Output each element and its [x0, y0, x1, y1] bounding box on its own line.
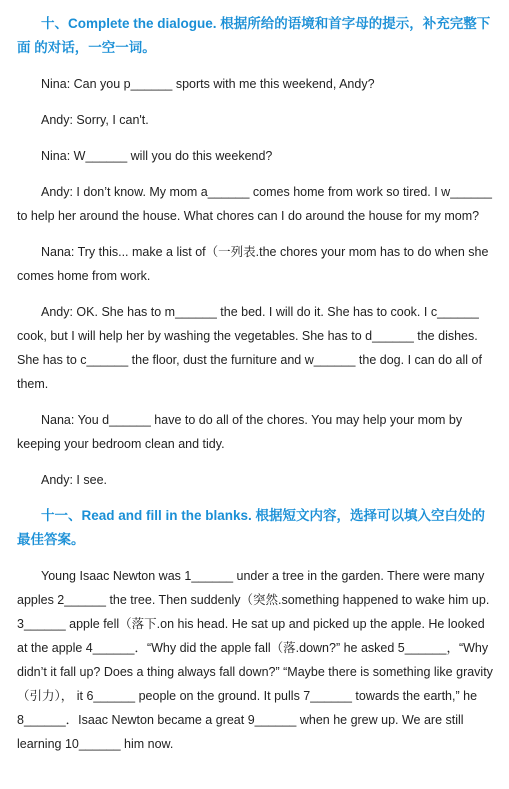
dialogue-line-5: Nana: Try this... make a list of（一列表.the chores your mom has to do when she comes home from work. — [17, 245, 489, 283]
dialogue-line-4: Andy: I don’t know. My mom a______ comes home from work so tired. I w______ to help her around the house. What chores can I do around the house for my mom? — [17, 185, 492, 223]
dialogue-line-2: Andy: Sorry, I can't. — [41, 113, 149, 127]
dialogue-line-6: Andy: OK. She has to m______ the bed. I will do it. She has to cook. I c______ cook, but I will help her by washing the vegetables. She has to d______ the dishes. She has to c______ the floor, dust the furniture and w______ the dog. I can do all of them. — [17, 305, 482, 391]
dialogue-line-3: Nina: W______ will you do this weekend? — [41, 149, 273, 163]
reading-passage: Young Isaac Newton was 1______ under a tree in the garden. There were many apples 2______ the tree. Then suddenly（突然.something happened to wake him up. 3______ apple fell（落下.on his head. He sat up and picked up the apple. He looked at the apple 4______．“Why did the apple fall（落.down?” he asked 5______，“Why didn’t it fall up? Does a thing always fall down?” “Maybe there is something like gravity（引力）， it 6______ people on the ground. It pulls 7______ towards the earth,” he 8______．Isaac Newton became a great 9______ when he grew up. We are still learning 10______ him now. — [17, 569, 493, 751]
section-10-heading: 十、Complete the dialogue. 根据所给的语境和首字母的提示，补充完整下面 的对话，一空一词。 — [17, 16, 491, 55]
dialogue-line-7: Nana: You d______ have to do all of the chores. You may help your mom by keeping your bedroom clean and tidy. — [17, 413, 463, 451]
section-11-heading: 十一、Read and fill in the blanks. 根据短文内容，选择可以填入空白处的最佳答案。 — [17, 508, 486, 547]
dialogue-line-8: Andy: I see. — [41, 473, 108, 487]
dialogue-line-1: Nina: Can you p______ sports with me this weekend, Andy? — [41, 77, 375, 91]
